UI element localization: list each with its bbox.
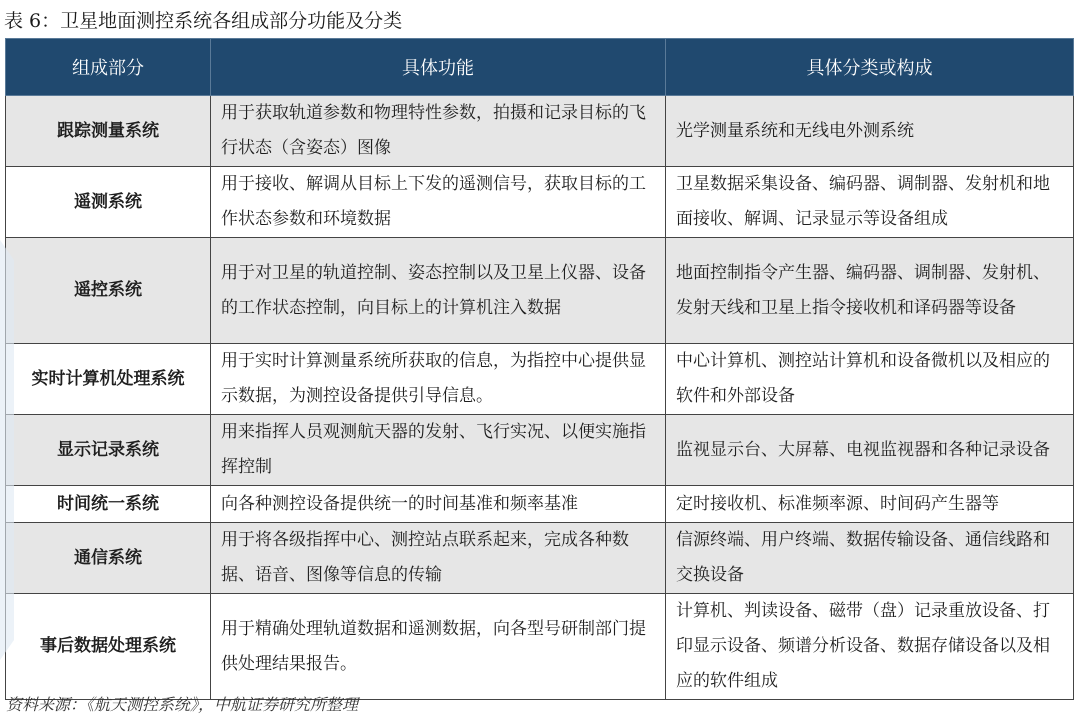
header-classification: 具体分类或构成: [666, 39, 1074, 96]
table-row: [6, 486, 1074, 523]
row-function: 用于对卫星的轨道控制、姿态控制以及卫星上仪器、设备的工作状态控制，向目标上的计算机注入数据: [211, 238, 666, 344]
systems-table: [5, 38, 1074, 700]
table-row: [6, 523, 1074, 594]
table-header-row: [6, 39, 1074, 96]
table-row: [6, 594, 1074, 700]
row-classification: 监视显示台、大屏幕、电视监视器和各种记录设备: [666, 415, 1074, 486]
table-container: [5, 38, 1073, 700]
row-function: 向各种测控设备提供统一的时间基准和频率基准: [211, 486, 666, 523]
row-name: 时间统一系统: [6, 486, 211, 523]
row-function: 用于精确处理轨道数据和遥测数据，向各型号研制部门提供处理结果报告。: [211, 594, 666, 700]
row-name: 跟踪测量系统: [6, 96, 211, 167]
table-row: [6, 238, 1074, 344]
table-title: 表 6：卫星地面测控系统各组成部分功能及分类: [4, 10, 403, 32]
table-row: [6, 415, 1074, 486]
row-name: 遥控系统: [6, 238, 211, 344]
row-name: 通信系统: [6, 523, 211, 594]
row-classification: 地面控制指令产生器、编码器、调制器、发射机、发射天线和卫星上指令接收机和译码器等设备: [666, 238, 1074, 344]
row-classification: 光学测量系统和无线电外测系统: [666, 96, 1074, 167]
table-row: [6, 167, 1074, 238]
header-component: 组成部分: [6, 39, 211, 96]
row-classification: 计算机、判读设备、磁带（盘）记录重放设备、打印显示设备、频谱分析设备、数据存储设备以及相应的软件组成: [666, 594, 1074, 700]
table-row: [6, 344, 1074, 415]
row-name: 遥测系统: [6, 167, 211, 238]
row-function: 用于实时计算测量系统所获取的信息，为指控中心提供显示数据，为测控设备提供引导信息。: [211, 344, 666, 415]
row-function: 用于接收、解调从目标上下发的遥测信号，获取目标的工作状态参数和环境数据: [211, 167, 666, 238]
row-function: 用于将各级指挥中心、测控站点联系起来，完成各种数据、语音、图像等信息的传输: [211, 523, 666, 594]
source-note: 资料来源：《航天测控系统》，中航证券研究所整理: [6, 695, 359, 714]
row-name: 事后数据处理系统: [6, 594, 211, 700]
watermark-side-shape: [0, 240, 14, 660]
row-classification: 中心计算机、测控站计算机和设备微机以及相应的软件和外部设备: [666, 344, 1074, 415]
table-row: [6, 96, 1074, 167]
header-function: 具体功能: [211, 39, 666, 96]
row-classification: 信源终端、用户终端、数据传输设备、通信线路和交换设备: [666, 523, 1074, 594]
row-name: 实时计算机处理系统: [6, 344, 211, 415]
row-classification: 卫星数据采集设备、编码器、调制器、发射机和地面接收、解调、记录显示等设备组成: [666, 167, 1074, 238]
row-function: 用来指挥人员观测航天器的发射、飞行实况、以便实施指挥控制: [211, 415, 666, 486]
row-function: 用于获取轨道参数和物理特性参数，拍摄和记录目标的飞行状态（含姿态）图像: [211, 96, 666, 167]
row-classification: 定时接收机、标准频率源、时间码产生器等: [666, 486, 1074, 523]
row-name: 显示记录系统: [6, 415, 211, 486]
